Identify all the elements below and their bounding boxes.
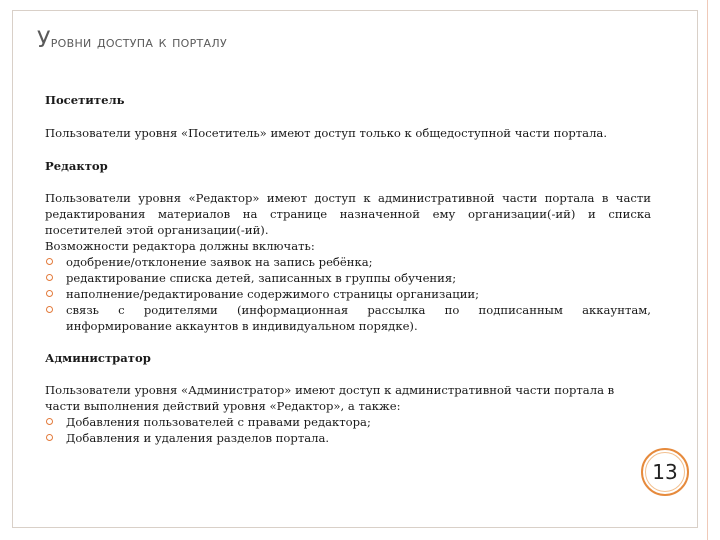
page-number: 13 [652,460,678,484]
section-heading-admin: Администратор [45,351,151,365]
decorative-rule [707,0,708,540]
circle-bullet-icon [46,274,53,281]
admin-capabilities-list [45,414,651,446]
circle-bullet-icon [46,418,53,425]
list-item: редактирование списка детей, записанных в группы обучения; [45,270,651,286]
list-item: Добавления и удаления разделов портала. [45,430,651,446]
editor-capabilities-label: Возможности редактора должны включать: [45,239,315,253]
list-item: Добавления пользователей с правами редактора; [45,414,651,430]
editor-capabilities-list [45,254,651,334]
section-heading-visitor: Посетитель [45,93,125,107]
page-number-badge [641,448,689,496]
circle-bullet-icon [46,290,53,297]
circle-bullet-icon [46,434,53,441]
page-title: Уровни доступа к порталу [37,28,227,53]
circle-bullet-icon [46,306,53,313]
section-heading-editor: Редактор [45,159,108,173]
list-item: одобрение/отклонение заявок на запись ребёнка; [45,254,651,270]
list-item: наполнение/редактирование содержимого страницы организации; [45,286,651,302]
list-item: связь с родителями (информационная рассылка по подписанным аккаунтам, информирование аккаунтов в индивидуальном порядке). [45,302,651,334]
editor-description: Пользователи уровня «Редактор» имеют доступ к административной части портала в части редактирования материалов на странице назначенной ему организации(-ий) и списка посетителей этой организации(-ий). [45,191,651,237]
admin-description: Пользователи уровня «Администратор» имеют доступ к административной части портала в части выполнения действий уровня «Редактор», а также: [45,383,615,413]
slide-content [45,92,651,446]
circle-bullet-icon [46,258,53,265]
visitor-description: Пользователи уровня «Посетитель» имеют доступ только к общедоступной части портала. [45,126,608,140]
